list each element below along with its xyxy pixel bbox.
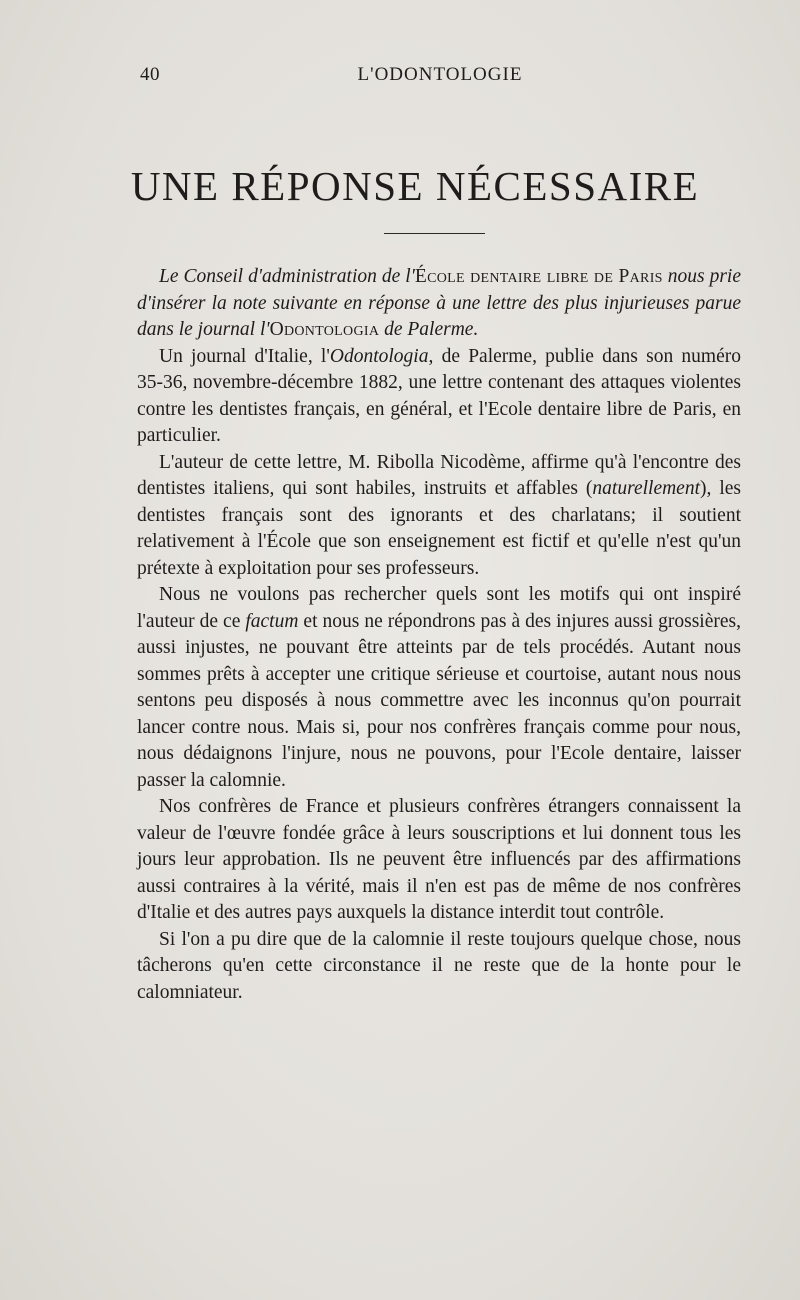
paragraph-3-text-a: Nous ne voulons pas rechercher quels sont les motifs qui ont inspiré l'auteur de ce [137,584,741,632]
paragraph-1 [137,344,741,450]
paragraph-2-emphasis: naturellement [592,478,701,499]
paragraph-2-text-a: L'auteur de cette lettre, M. Ribolla Nicodème, affirme qu'à l'encontre des dentistes italiens, qui sont habiles, instruits et affables ( [137,451,741,499]
article-title: UNE RÉPONSE NÉCESSAIRE [130,163,700,209]
title-rule [384,233,485,234]
paragraph-2 [137,450,741,583]
journal-reference: Odontologia [269,319,380,340]
running-head [140,60,740,90]
paragraph-4: Nos confrères de France et plusieurs confrères étrangers connaissent la valeur de l'œuvre fondée grâce à leurs souscriptions et lui donnent tous les jours leur approbation. Ils ne peuvent être influencés par des affirmations aussi contraires à la vérité, mais il n'en est pas de même de nos confrères d'Italie et des autres pays auxquels la distance interdit tout contrôle. [137,796,741,923]
school-name: École dentaire libre de Paris [414,266,663,287]
paragraph-3 [137,582,741,794]
intro-text-3: de Palerme. [379,319,479,340]
page-number: 40 [140,64,160,85]
journal-name: L'ODONTOLOGIE [357,64,523,85]
intro-paragraph [137,264,741,344]
paragraph-1-text-a: Un journal d'Italie, l' [159,345,330,367]
paragraph-2-text-b: ), les dentistes français sont des ignorants et des charlatans; il soutient relativement à l'École que son enseignement est fictif et qu'elle n'est qu'un prétexte à exploitation pour ses professeurs. [137,478,742,579]
intro-text-1: Le Conseil d'administration de l' [159,266,415,287]
paragraph-1-text-b: , de Palerme, publie dans son numéro 35-36, novembre-décembre 1882, une lettre contenant des attaques violentes contre les dentistes français, en général, et l'Ecole dentaire libre de Paris, en particulier. [137,345,741,446]
intro-text-2: nous prie d'insérer la note suivante en réponse à une lettre des plus injurieuses parue dans le journal l' [137,266,742,340]
article-body [137,264,741,1006]
paragraph-3-text-b: et nous ne répondrons pas à des injures aussi grossières, aussi injustes, ne pouvant être atteints par de tels procédés. Autant nous sommes prêts à accepter une critique sérieuse et courtoise, autant nous nous sentons peu disposés à nous commettre avec les inconnus qu'on pourrait lancer contre nous. Mais si, pour nos confrères français comme pour nous, nous dédaignons l'injure, nous ne pouvons, pour l'Ecole dentaire, laisser passer la calomnie. [137,610,741,791]
paragraph-1-emphasis: Odontologia [329,345,429,367]
paragraph-3-emphasis: factum [245,610,299,632]
paragraph-5: Si l'on a pu dire que de la calomnie il reste toujours quelque chose, nous tâcherons qu'en cette circonstance il ne reste que de la honte pour le calomniateur. [137,928,741,1003]
